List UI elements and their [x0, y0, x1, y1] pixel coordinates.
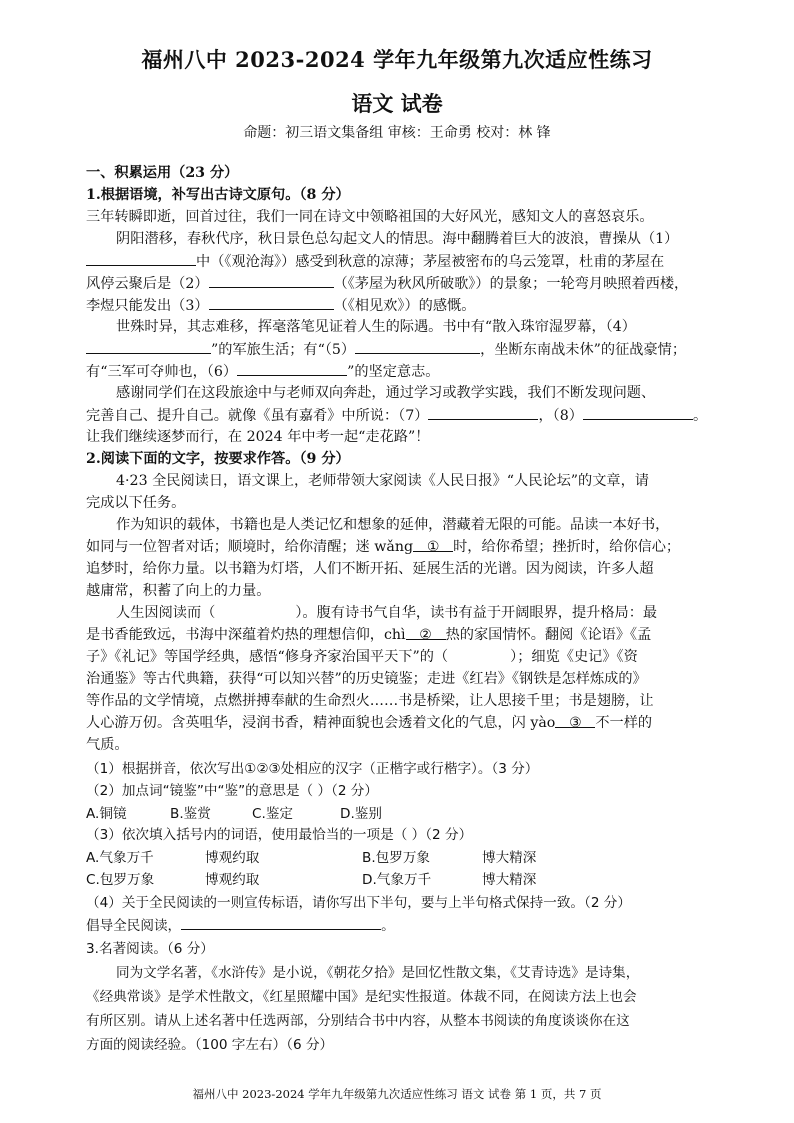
option-b[interactable]: B.包罗万象 [362, 850, 431, 866]
q2-line: 作为知识的载体，书籍也是人类记忆和想象的延伸，潜藏着无限的可能。品读一本好书， [116, 517, 670, 533]
q2-line: 如同与一位智者对话；顺境时，给你清醒；迷 wǎng ① 时，给你希望；挫折时，给你信心； [86, 536, 726, 558]
answer-blank-4[interactable] [86, 338, 211, 354]
q2-line: 是书香能致远，书海中深蕴着灼热的理想信仰，chì ② 热的家国情怀。翻阅《论语》《孟 [86, 624, 726, 646]
option-c[interactable]: C.鉴定 [252, 806, 294, 822]
q2-line: 4·23 全民阅读日，语文课上，老师带领大家阅读《人民日报》“人民论坛”的文章，请 [116, 473, 649, 489]
q3-line: 《经典常谈》是学术性散文，《红星照耀中国》是纪实性报道。体裁不同，在阅读方法上也会 [86, 989, 637, 1005]
sub-question-4: （4）关于全民阅读的一则宣传标语，请你写出下半句，要与上半句格式保持一致。（2 分） [86, 895, 631, 911]
q2-line: 追梦时，给你力量。以书籍为灯塔，人们不断开拓、延展生活的光谱。因为阅读，许多人超 [86, 561, 654, 577]
option-d-second-word: 博大精深 [482, 872, 537, 888]
slogan-answer-blank[interactable] [181, 914, 381, 930]
exam-title: 福州八中 2023-2024 学年九年级第九次适应性练习 [141, 47, 653, 72]
option-b-second-word: 博大精深 [482, 850, 537, 866]
pinyin-blank-2[interactable]: ② [406, 624, 446, 640]
q2-line: 治通鉴》等古代典籍，获得“可以知兴替”的历史镜鉴；走进《红岩》《钢铁是怎样炼成的》 [86, 671, 647, 687]
pinyin-blank-1[interactable]: ① [413, 536, 453, 552]
q3-line: 同为文学名著，《水浒传》是小说，《朝花夕拾》是回忆性散文集，《艾青诗选》是诗集， [116, 965, 640, 981]
q3-line: 有所区别。请从上述名著中任选两部，分别结合书中内容，从整本书阅读的角度谈谈你在这 [86, 1013, 630, 1029]
page-footer: 福州八中 2023-2024 学年九年级第九次适应性练习 语文 试卷 第 1 页，共 7 页 [192, 1087, 602, 1101]
q1-line: 有“三军可夺帅也，（6） ”的坚定意志。 [86, 360, 726, 383]
option-c-second-word: 博观约取 [205, 872, 260, 888]
q3-line: 方面的阅读经验。（100 字左右）（6 分） [86, 1037, 334, 1053]
answer-blank-1[interactable] [86, 250, 196, 266]
q1-line: 李煜只能发出（3） （《相见欢》）的感慨。 [86, 294, 726, 317]
option-d[interactable]: D.气象万千 [362, 872, 432, 888]
q2-line: 越庸常，积蓄了向上的力量。 [86, 583, 271, 599]
option-c[interactable]: C.包罗万象 [86, 872, 155, 888]
q2-line: 完成以下任务。 [86, 495, 186, 511]
section-heading: 一、积累运用（23 分） [86, 165, 239, 181]
answer-blank-7[interactable] [428, 404, 538, 420]
q2-line: 人生因阅读而（ ）。腹有诗书气自华，读书有益于开阔眼界，提升格局：最 [116, 605, 658, 621]
q1-line: 完善自己、提升自己。就像《虽有嘉肴》中所说：（7） ，（8） 。 [86, 404, 726, 427]
answer-blank-5[interactable] [355, 338, 480, 354]
q1-line: 阴阳潜移，春秋代序，秋日景色总勾起文人的情思。海中翻腾着巨大的波浪，曹操从（1） [116, 231, 679, 247]
slogan-line: 倡导全民阅读， 。 [86, 914, 726, 937]
question-3-title: 3.名著阅读。（6 分） [86, 941, 214, 957]
exam-credits: 命题：初三语文集备组 审核：王命勇 校对：林 锋 [243, 125, 551, 141]
q2-line: 人心游万仞。含英咀华，浸润书香，精神面貌也会透着文化的气息，闪 yào ③ 不一样的 [86, 712, 726, 734]
answer-blank-8[interactable] [583, 404, 693, 420]
sub-question-2: （2）加点词“镜鉴”中“鉴”的意思是（ ）（2 分） [86, 783, 378, 799]
q1-line: 让我们继续逐梦而行，在 2024 年中考一起“走花路”！ [86, 429, 430, 445]
answer-blank-3[interactable] [209, 294, 334, 310]
q1-line: 三年转瞬即逝，回首过往，我们一同在诗文中领略祖国的大好风光，感知文人的喜怒哀乐。 [86, 209, 654, 225]
q2-line: 子》《礼记》等国学经典，感悟“修身齐家治国平天下”的（ ）；细览《史记》《资 [86, 649, 638, 665]
answer-blank-6[interactable] [237, 360, 347, 376]
answer-blank-2[interactable] [209, 272, 334, 288]
option-b[interactable]: B.鉴赏 [170, 806, 211, 822]
q2-line: 气质。 [86, 737, 129, 753]
option-a[interactable]: A.铜镜 [86, 806, 127, 822]
pinyin-blank-3[interactable]: ③ [555, 712, 595, 728]
q1-line: 感谢同学们在这段旅途中与老师双向奔赴，通过学习或教学实践，我们不断发现问题、 [116, 385, 656, 401]
q1-line: 风停云聚后是（2） （《茅屋为秋风所破歌》）的景象；一轮弯月映照着西楼， [86, 272, 726, 295]
question-2-title: 2.阅读下面的文字，按要求作答。（9 分） [86, 451, 350, 467]
sub-question-1: （1）根据拼音，依次写出①②③处相应的汉字（正楷字或行楷字）。（3 分） [86, 761, 539, 777]
exam-subtitle: 语文 试卷 [351, 91, 443, 116]
q1-line: 世殊时异，其志难移，挥毫落笔见证着人生的际遇。书中有“散入珠帘湿罗幕，（4） [116, 319, 636, 335]
option-a[interactable]: A.气象万千 [86, 850, 154, 866]
option-d[interactable]: D.鉴别 [340, 806, 382, 822]
q1-line: 中（《观沧海》）感受到秋意的凉薄；茅屋被密布的乌云笼罩，杜甫的茅屋在 [86, 250, 726, 273]
option-a-second-word: 博观约取 [205, 850, 260, 866]
q1-line: ”的军旅生活；有“（5） ，坐断东南战未休”的征战豪情； [86, 338, 726, 361]
q2-line: 等作品的文学情境，点燃拼搏奉献的生命烈火……书是桥梁，让人思接千里；书是翅膀，让 [86, 693, 654, 709]
question-1-title: 1.根据语境，补写出古诗文原句。（8 分） [86, 187, 350, 203]
sub-question-3: （3）依次填入括号内的词语，使用最恰当的一项是（ ）（2 分） [86, 827, 473, 843]
